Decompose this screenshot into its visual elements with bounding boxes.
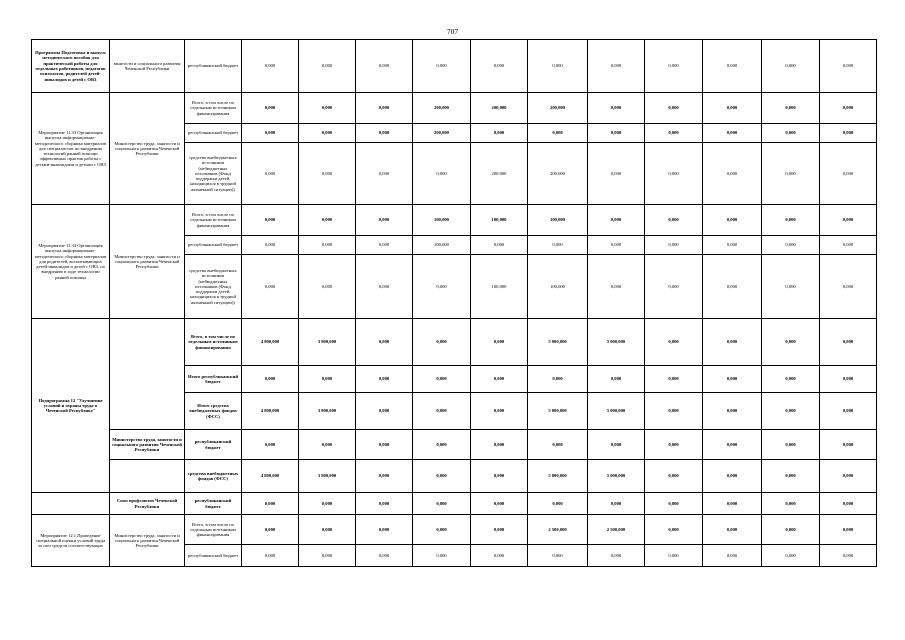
amount-cell: 0,000 — [413, 319, 471, 366]
amount-cell: 0,000 — [588, 40, 645, 93]
amount-cell: 0,000 — [413, 430, 471, 460]
amount-cell: 0,000 — [299, 255, 356, 319]
amount-cell: 0,000 — [820, 143, 877, 205]
executor-cell: Министерство труда, занятости и социального развития Чеченской Республики — [110, 430, 185, 460]
amount-cell: 0,000 — [703, 319, 762, 366]
funding-source-cell: республиканский бюджет — [185, 545, 242, 567]
amount-cell: 100,000 — [413, 236, 471, 255]
amount-cell: 0,000 — [703, 545, 762, 567]
amount-cell: 0,000 — [703, 515, 762, 545]
table-row — [32, 93, 877, 124]
amount-cell: 5 000,000 — [528, 393, 588, 430]
amount-cell: 0,000 — [703, 40, 762, 93]
amount-cell: 0,000 — [471, 236, 528, 255]
executor-cell: Министерство труда, занятости и социального развития Чеченской Республики — [110, 205, 185, 319]
amount-cell: 0,000 — [762, 255, 820, 319]
amount-cell: 0,000 — [645, 515, 703, 545]
amount-cell: 0,000 — [762, 460, 820, 493]
amount-cell: 200,000 — [528, 143, 588, 205]
amount-cell: 0,000 — [820, 545, 877, 567]
page-number: 707 — [446, 27, 459, 36]
amount-cell: 0,000 — [820, 319, 877, 366]
amount-cell: 0,000 — [762, 40, 820, 93]
amount-cell: 0,000 — [820, 515, 877, 545]
amount-cell: 0,000 — [242, 124, 299, 143]
amount-cell: 0,000 — [645, 319, 703, 366]
executor-cell: Министерство труда, занятости и социального развития Чеченской Республики — [110, 515, 185, 567]
amount-cell: 0,000 — [356, 93, 413, 124]
amount-cell: 0,000 — [820, 430, 877, 460]
executor-cell: Министерство труда, занятости и социального развития Чеченской Республики — [110, 93, 185, 205]
amount-cell: 0,000 — [356, 40, 413, 93]
amount-cell: 0,000 — [299, 430, 356, 460]
amount-cell: 0,000 — [703, 93, 762, 124]
amount-cell: 0,000 — [242, 40, 299, 93]
amount-cell: 4 800,000 — [242, 460, 299, 493]
amount-cell: 0,000 — [820, 393, 877, 430]
amount-cell: 0,000 — [588, 124, 645, 143]
amount-cell: 0,000 — [762, 319, 820, 366]
funding-source-cell: республиканский бюджет — [185, 124, 242, 143]
amount-cell: 0,000 — [588, 236, 645, 255]
funding-source-cell: Всего, в том числе по отдельным источникам финансирования — [185, 319, 242, 366]
amount-cell: 0,000 — [762, 205, 820, 236]
program-cell — [32, 493, 110, 515]
amount-cell: 0,000 — [471, 40, 528, 93]
amount-cell: 0,000 — [242, 366, 299, 393]
amount-cell: 100,000 — [471, 255, 528, 319]
amount-cell: 200,000 — [528, 93, 588, 124]
amount-cell: 0,000 — [762, 93, 820, 124]
amount-cell: 100,000 — [528, 205, 588, 236]
amount-cell: 0,000 — [356, 319, 413, 366]
amount-cell: 0,000 — [645, 93, 703, 124]
table-row — [32, 460, 877, 493]
amount-cell: 0,000 — [242, 93, 299, 124]
executor-cell: Союз профсоюзов Чеченской Республики — [110, 493, 185, 515]
funding-source-cell: республиканский бюджет — [185, 430, 242, 460]
amount-cell: 0,000 — [299, 93, 356, 124]
amount-cell: 0,000 — [471, 366, 528, 393]
amount-cell: 0,000 — [703, 236, 762, 255]
amount-cell: 0,000 — [588, 430, 645, 460]
amount-cell: 0,000 — [820, 205, 877, 236]
amount-cell: 0,000 — [413, 515, 471, 545]
amount-cell: 0,000 — [645, 40, 703, 93]
amount-cell: 0,000 — [471, 545, 528, 567]
amount-cell: 0,000 — [299, 40, 356, 93]
amount-cell: 0,000 — [471, 430, 528, 460]
funding-source-cell: Итого республиканский бюджет — [185, 366, 242, 393]
funding-source-cell: средства внебюджетных источников (небюджетных источников (Фонд поддержки детей, находящихся в трудной жизненной ситуации)) — [185, 143, 242, 205]
amount-cell: 0,000 — [242, 255, 299, 319]
program-cell: Подпрограмма 12 "Улучшение условий и охраны труда в Чеченской Республике" — [32, 319, 110, 493]
amount-cell: 0,000 — [299, 124, 356, 143]
amount-cell: 0,000 — [762, 366, 820, 393]
amount-cell: 0,000 — [413, 460, 471, 493]
amount-cell: 0,000 — [242, 236, 299, 255]
amount-cell: 0,000 — [703, 143, 762, 205]
program-cell: Программы Подготовка и выпуск методического пособия для практической работы для отдельных работников, педагогов психологов, родителей детей-инвалидов и детей с ОВЗ — [32, 40, 110, 93]
amount-cell: 0,000 — [703, 393, 762, 430]
table-row — [32, 515, 877, 545]
amount-cell: 0,000 — [471, 460, 528, 493]
amount-cell: 200,000 — [471, 93, 528, 124]
table-row — [32, 430, 877, 460]
amount-cell: 0,000 — [242, 545, 299, 567]
amount-cell: 200,000 — [413, 124, 471, 143]
amount-cell: 0,000 — [703, 366, 762, 393]
amount-cell: 0,000 — [528, 545, 588, 567]
amount-cell: 0,000 — [299, 515, 356, 545]
amount-cell: 0,000 — [356, 236, 413, 255]
amount-cell: 0,000 — [820, 124, 877, 143]
amount-cell: 0,000 — [645, 393, 703, 430]
amount-cell: 0,000 — [703, 124, 762, 143]
funding-source-cell: средства внебюджетных фондов (ФСС) — [185, 460, 242, 493]
amount-cell: 0,000 — [703, 430, 762, 460]
amount-cell: 0,000 — [703, 493, 762, 515]
funding-source-cell: Всего, в том числе по отдельным источникам финансирования — [185, 515, 242, 545]
funding-source-cell: Всего, в том числе по отдельным источникам финансирования — [185, 93, 242, 124]
amount-cell: 0,000 — [820, 460, 877, 493]
amount-cell: 0,000 — [820, 366, 877, 393]
amount-cell: 0,000 — [242, 430, 299, 460]
amount-cell: 0,000 — [528, 366, 588, 393]
amount-cell: 0,000 — [645, 493, 703, 515]
amount-cell: 0,000 — [645, 366, 703, 393]
amount-cell: 0,000 — [820, 93, 877, 124]
amount-cell: 3 800,000 — [299, 319, 356, 366]
amount-cell: 0,000 — [471, 124, 528, 143]
amount-cell: 0,000 — [356, 493, 413, 515]
amount-cell: 0,000 — [471, 515, 528, 545]
amount-cell: 0,000 — [645, 124, 703, 143]
amount-cell: 4 800,000 — [242, 393, 299, 430]
amount-cell: 0,000 — [588, 366, 645, 393]
table-row — [32, 205, 877, 236]
amount-cell: 0,000 — [356, 545, 413, 567]
amount-cell: 0,000 — [413, 393, 471, 430]
amount-cell: 0,000 — [762, 493, 820, 515]
amount-cell: 0,000 — [762, 124, 820, 143]
table-row — [32, 40, 877, 93]
amount-cell: 0,000 — [356, 366, 413, 393]
amount-cell: 0,000 — [645, 430, 703, 460]
amount-cell: 0,000 — [471, 493, 528, 515]
amount-cell: 0,000 — [413, 545, 471, 567]
amount-cell: 0,000 — [299, 205, 356, 236]
amount-cell: 5 000,000 — [588, 393, 645, 430]
amount-cell: 3 800,000 — [299, 460, 356, 493]
amount-cell: 100,000 — [413, 205, 471, 236]
amount-cell: 0,000 — [413, 143, 471, 205]
amount-cell: 0,000 — [413, 255, 471, 319]
funding-source-cell: республиканский бюджет — [185, 236, 242, 255]
amount-cell: 0,000 — [762, 515, 820, 545]
amount-cell: 0,000 — [588, 545, 645, 567]
amount-cell: 200,000 — [413, 93, 471, 124]
amount-cell: 0,000 — [820, 493, 877, 515]
amount-cell: 0,000 — [762, 236, 820, 255]
amount-cell: 0,000 — [242, 143, 299, 205]
funding-source-cell: республиканский бюджет — [185, 493, 242, 515]
amount-cell: 0,000 — [528, 493, 588, 515]
amount-cell: 0,000 — [356, 205, 413, 236]
amount-cell: 0,000 — [356, 515, 413, 545]
amount-cell: 0,000 — [356, 393, 413, 430]
funding-source-cell: Итого средства внебюджетных фондов (ФСС) — [185, 393, 242, 430]
amount-cell: 0,000 — [356, 430, 413, 460]
amount-cell: 0,000 — [820, 40, 877, 93]
executor-cell — [110, 460, 185, 493]
executor-cell — [110, 319, 185, 430]
amount-cell: 0,000 — [299, 493, 356, 515]
amount-cell: 0,000 — [528, 124, 588, 143]
funding-source-cell: республиканский бюджет — [185, 40, 242, 93]
amount-cell: 0,000 — [762, 430, 820, 460]
amount-cell: 0,000 — [645, 255, 703, 319]
amount-cell: 0,000 — [645, 545, 703, 567]
amount-cell: 5 000,000 — [528, 460, 588, 493]
amount-cell: 0,000 — [588, 493, 645, 515]
program-cell: Мероприятие 11.34 Организация выпуска информационно-методического сборника материалов для родителей, воспитывающих детей-инвалидов и детей с ОВЗ, по внедрению в ходе технологии ранней помощи — [32, 205, 110, 319]
amount-cell: 4 800,000 — [242, 319, 299, 366]
amount-cell: 0,000 — [299, 236, 356, 255]
amount-cell: 0,000 — [645, 205, 703, 236]
amount-cell: 0,000 — [471, 319, 528, 366]
amount-cell: 0,000 — [762, 393, 820, 430]
amount-cell: 0,000 — [356, 460, 413, 493]
amount-cell: 0,000 — [820, 255, 877, 319]
amount-cell: 0,000 — [762, 545, 820, 567]
amount-cell: 0,000 — [356, 124, 413, 143]
amount-cell: 0,000 — [645, 460, 703, 493]
amount-cell: 0,000 — [356, 143, 413, 205]
executor-cell: занятости и социального развития Чеченской Республики — [110, 40, 185, 93]
amount-cell: 100,000 — [528, 255, 588, 319]
amount-cell: 0,000 — [588, 93, 645, 124]
amount-cell: 5 000,000 — [588, 460, 645, 493]
amount-cell: 0,000 — [703, 205, 762, 236]
amount-cell: 0,000 — [762, 143, 820, 205]
amount-cell: 0,000 — [299, 545, 356, 567]
amount-cell: 100,000 — [471, 205, 528, 236]
amount-cell: 0,000 — [242, 205, 299, 236]
amount-cell: 0,000 — [299, 366, 356, 393]
amount-cell: 0,000 — [588, 205, 645, 236]
amount-cell: 2 500,000 — [528, 515, 588, 545]
amount-cell: 0,000 — [528, 430, 588, 460]
amount-cell: 0,000 — [645, 236, 703, 255]
amount-cell: 0,000 — [703, 255, 762, 319]
budget-table — [31, 39, 877, 567]
amount-cell: 0,000 — [588, 143, 645, 205]
amount-cell: 5 000,000 — [588, 319, 645, 366]
amount-cell: 0,000 — [703, 460, 762, 493]
amount-cell: 0,000 — [413, 40, 471, 93]
amount-cell: 0,000 — [471, 393, 528, 430]
amount-cell: 0,000 — [413, 493, 471, 515]
amount-cell: 0,000 — [820, 236, 877, 255]
amount-cell: 0,000 — [299, 143, 356, 205]
amount-cell: 5 000,000 — [528, 319, 588, 366]
table-row — [32, 493, 877, 515]
table-row — [32, 319, 877, 366]
amount-cell: 0,000 — [356, 255, 413, 319]
amount-cell: 0,000 — [413, 366, 471, 393]
funding-source-cell: средства внебюджетных источников (небюджетных источников (Фонд поддержки детей, находящихся в трудной жизненной ситуации)) — [185, 255, 242, 319]
amount-cell: 200,000 — [471, 143, 528, 205]
amount-cell: 2 500,000 — [588, 515, 645, 545]
amount-cell: 0,000 — [242, 515, 299, 545]
amount-cell: 0,000 — [242, 493, 299, 515]
program-cell: Мероприятие 12.1 Проведение специальной оценки условий труда за счет средств соответствующих — [32, 515, 110, 567]
amount-cell: 0,000 — [588, 255, 645, 319]
amount-cell: 3 800,000 — [299, 393, 356, 430]
amount-cell: 0,000 — [528, 40, 588, 93]
amount-cell: 0,000 — [528, 236, 588, 255]
program-cell: Мероприятие 11.33 Организация выпуска информационно-методического сборника материалов для специалистов по внедрению технологий ранней помощи эффективных практик работы с детьми-инвалидами и детьми с ОВЗ — [32, 93, 110, 205]
amount-cell: 0,000 — [645, 143, 703, 205]
funding-source-cell: Всего, в том числе по отдельным источникам финансирования — [185, 205, 242, 236]
